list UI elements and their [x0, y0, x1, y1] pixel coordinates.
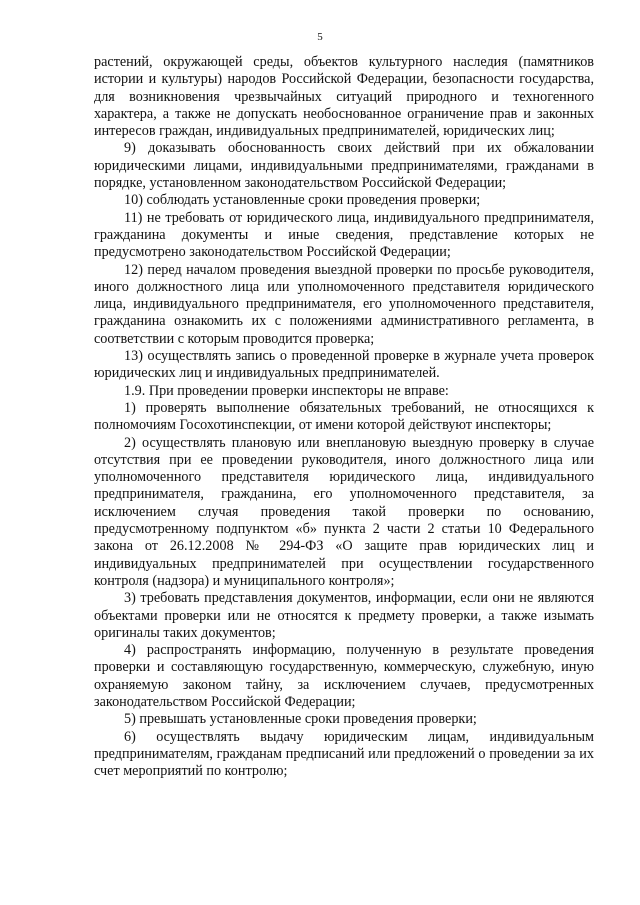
paragraph-item-11: 11) не требовать от юридического лица, индивидуального предпринимателя, гражданина документы и иные сведения, представление которых не предусмотрено законодательством Российской Федерации;: [94, 209, 594, 261]
section-heading-1-9: 1.9. При проведении проверки инспекторы не вправе:: [124, 382, 449, 399]
paragraph-continuation: растений, окружающей среды, объектов культурного наследия (памятников истории и культуры) народов Российской Федерации, безопасности государства, для возникновения чрезвычайных ситуаций природного и техногенного характера, а также не допускать необоснованное ограничение прав и законных интересов граждан, индивидуальных предпринимателей, юридических лиц;: [94, 54, 594, 140]
paragraph-item-9: 9) доказывать обоснованность своих действий при их обжаловании юридическими лицами, индивидуальными предпринимателями, гражданами в порядке, установленном законодательством Российской Федерации;: [94, 140, 594, 192]
paragraph-prohibition-5: 5) превышать установленные сроки проведения проверки;: [124, 711, 477, 728]
paragraph-item-12: 12) перед началом проведения выездной проверки по просьбе руководителя, иного должностного лица или уполномоченного представителя юридического лица, индивидуального предпринимателя, его уполномоченного представителя, гражданина ознакомить их с положениями административного регламента, в соответствии с которым проводится проверка;: [94, 261, 594, 347]
page-number: 5: [317, 31, 323, 43]
paragraph-item-10: 10) соблюдать установленные сроки проведения проверки;: [124, 192, 481, 209]
paragraph-prohibition-4: 4) распространять информацию, полученную в результате проведения проверки и составляющую государственную, коммерческую, служебную, иную охраняемую законом тайну, за исключением случаев, предусмотренных законодательством Российской Федерации;: [94, 642, 594, 710]
paragraph-prohibition-1: 1) проверять выполнение обязательных требований, не относящихся к полномочиям Госохотинспекции, от имени которой действуют инспекторы;: [94, 399, 594, 434]
paragraph-item-13: 13) осуществлять запись о проведенной проверке в журнале учета проверок юридических лиц и индивидуальных предпринимателей.: [94, 348, 594, 382]
paragraph-prohibition-2: 2) осуществлять плановую или внеплановую выездную проверку в случае отсутствия при ее проведении руководителя, иного должностного лица или уполномоченного представителя юридического лица, индивидуального предпринимателя, гражданина, его уполномоченного представителя, за исключением случая проведения такой проверки по основанию, предусмотренному подпунктом «б» пункта 2 части 2 статьи 10 Федерального закона от 26.12.2008 № 294-ФЗ «О защите прав юридических лиц и индивидуальных предпринимателей при осуществлении государственного контроля (надзора) и муниципального контроля»;: [94, 434, 594, 589]
document-body: [94, 54, 594, 780]
paragraph-prohibition-6: 6) осуществлять выдачу юридическим лицам, индивидуальным предпринимателям, гражданам предписаний или предложений о проведении за их счет мероприятий по контролю;: [94, 728, 594, 780]
paragraph-prohibition-3: 3) требовать представления документов, информации, если они не являются объектами проверки или не относятся к предмету проверки, а также изымать оригиналы таких документов;: [94, 590, 594, 641]
